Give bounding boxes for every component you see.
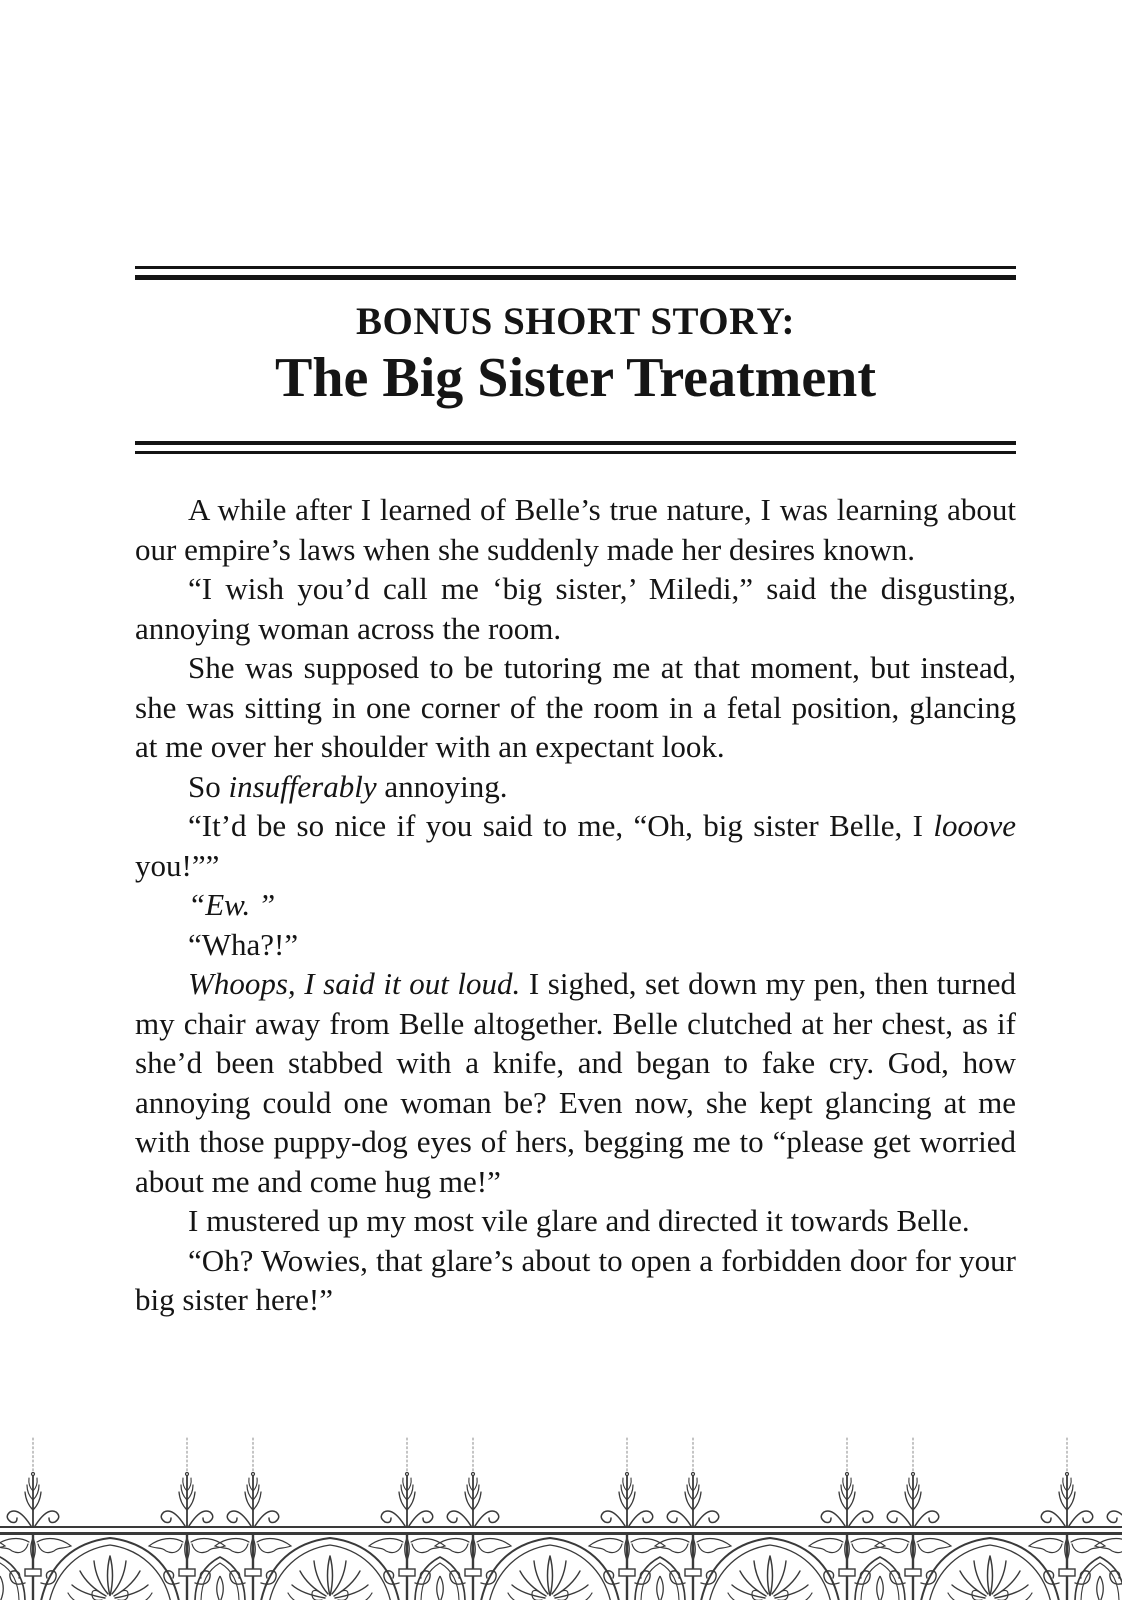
paragraph: A while after I learned of Belle’s true nature, I was learning about our empire’s laws when she suddenly made her desires known. xyxy=(135,492,1016,567)
text-column xyxy=(135,0,1016,1320)
bottom-double-rule-thin xyxy=(135,451,1016,454)
story-body xyxy=(135,490,1016,1320)
paragraph: “It’d be so nice if you said to me, “Oh, big sister Belle, I looove you!”” xyxy=(135,808,1016,883)
story-kicker: BONUS SHORT STORY: xyxy=(355,299,796,343)
paragraph: She was supposed to be tutoring me at that moment, but instead, she was sitting in one corner of the room in a fetal position, glancing at me over her shoulder with an expectant look. xyxy=(135,650,1016,764)
paragraph: “Oh? Wowies, that glare’s about to open a forbidden door for your big sister here!” xyxy=(135,1242,1016,1317)
paragraph: “I wish you’d call me ‘big sister,’ Miledi,” said the disgusting, annoying woman across the room. xyxy=(135,571,1016,646)
ornamental-border xyxy=(0,1430,1122,1600)
paragraph: “Wha?!” xyxy=(188,926,299,962)
paragraph: So insufferably annoying. xyxy=(188,768,508,804)
paragraph: Whoops, I said it out loud. I sighed, set down my pen, then turned my chair away from Belle altogether. Belle clutched at her chest, as if she’d been stabbed with a knife, and began to fake cry. God, how annoying could one woman be? Even now, she kept glancing at me with those puppy-dog eyes of hers, begging me to “please get worried about me and come hug me!” xyxy=(135,966,1016,1199)
top-double-rule-thin xyxy=(135,266,1016,269)
story-title: The Big Sister Treatment xyxy=(275,346,876,409)
paragraph: “Ew. ” xyxy=(188,887,276,922)
top-double-rule-thick xyxy=(135,275,1016,280)
paragraph: I mustered up my most vile glare and directed it towards Belle. xyxy=(188,1203,970,1238)
bottom-double-rule-thick xyxy=(135,441,1016,446)
